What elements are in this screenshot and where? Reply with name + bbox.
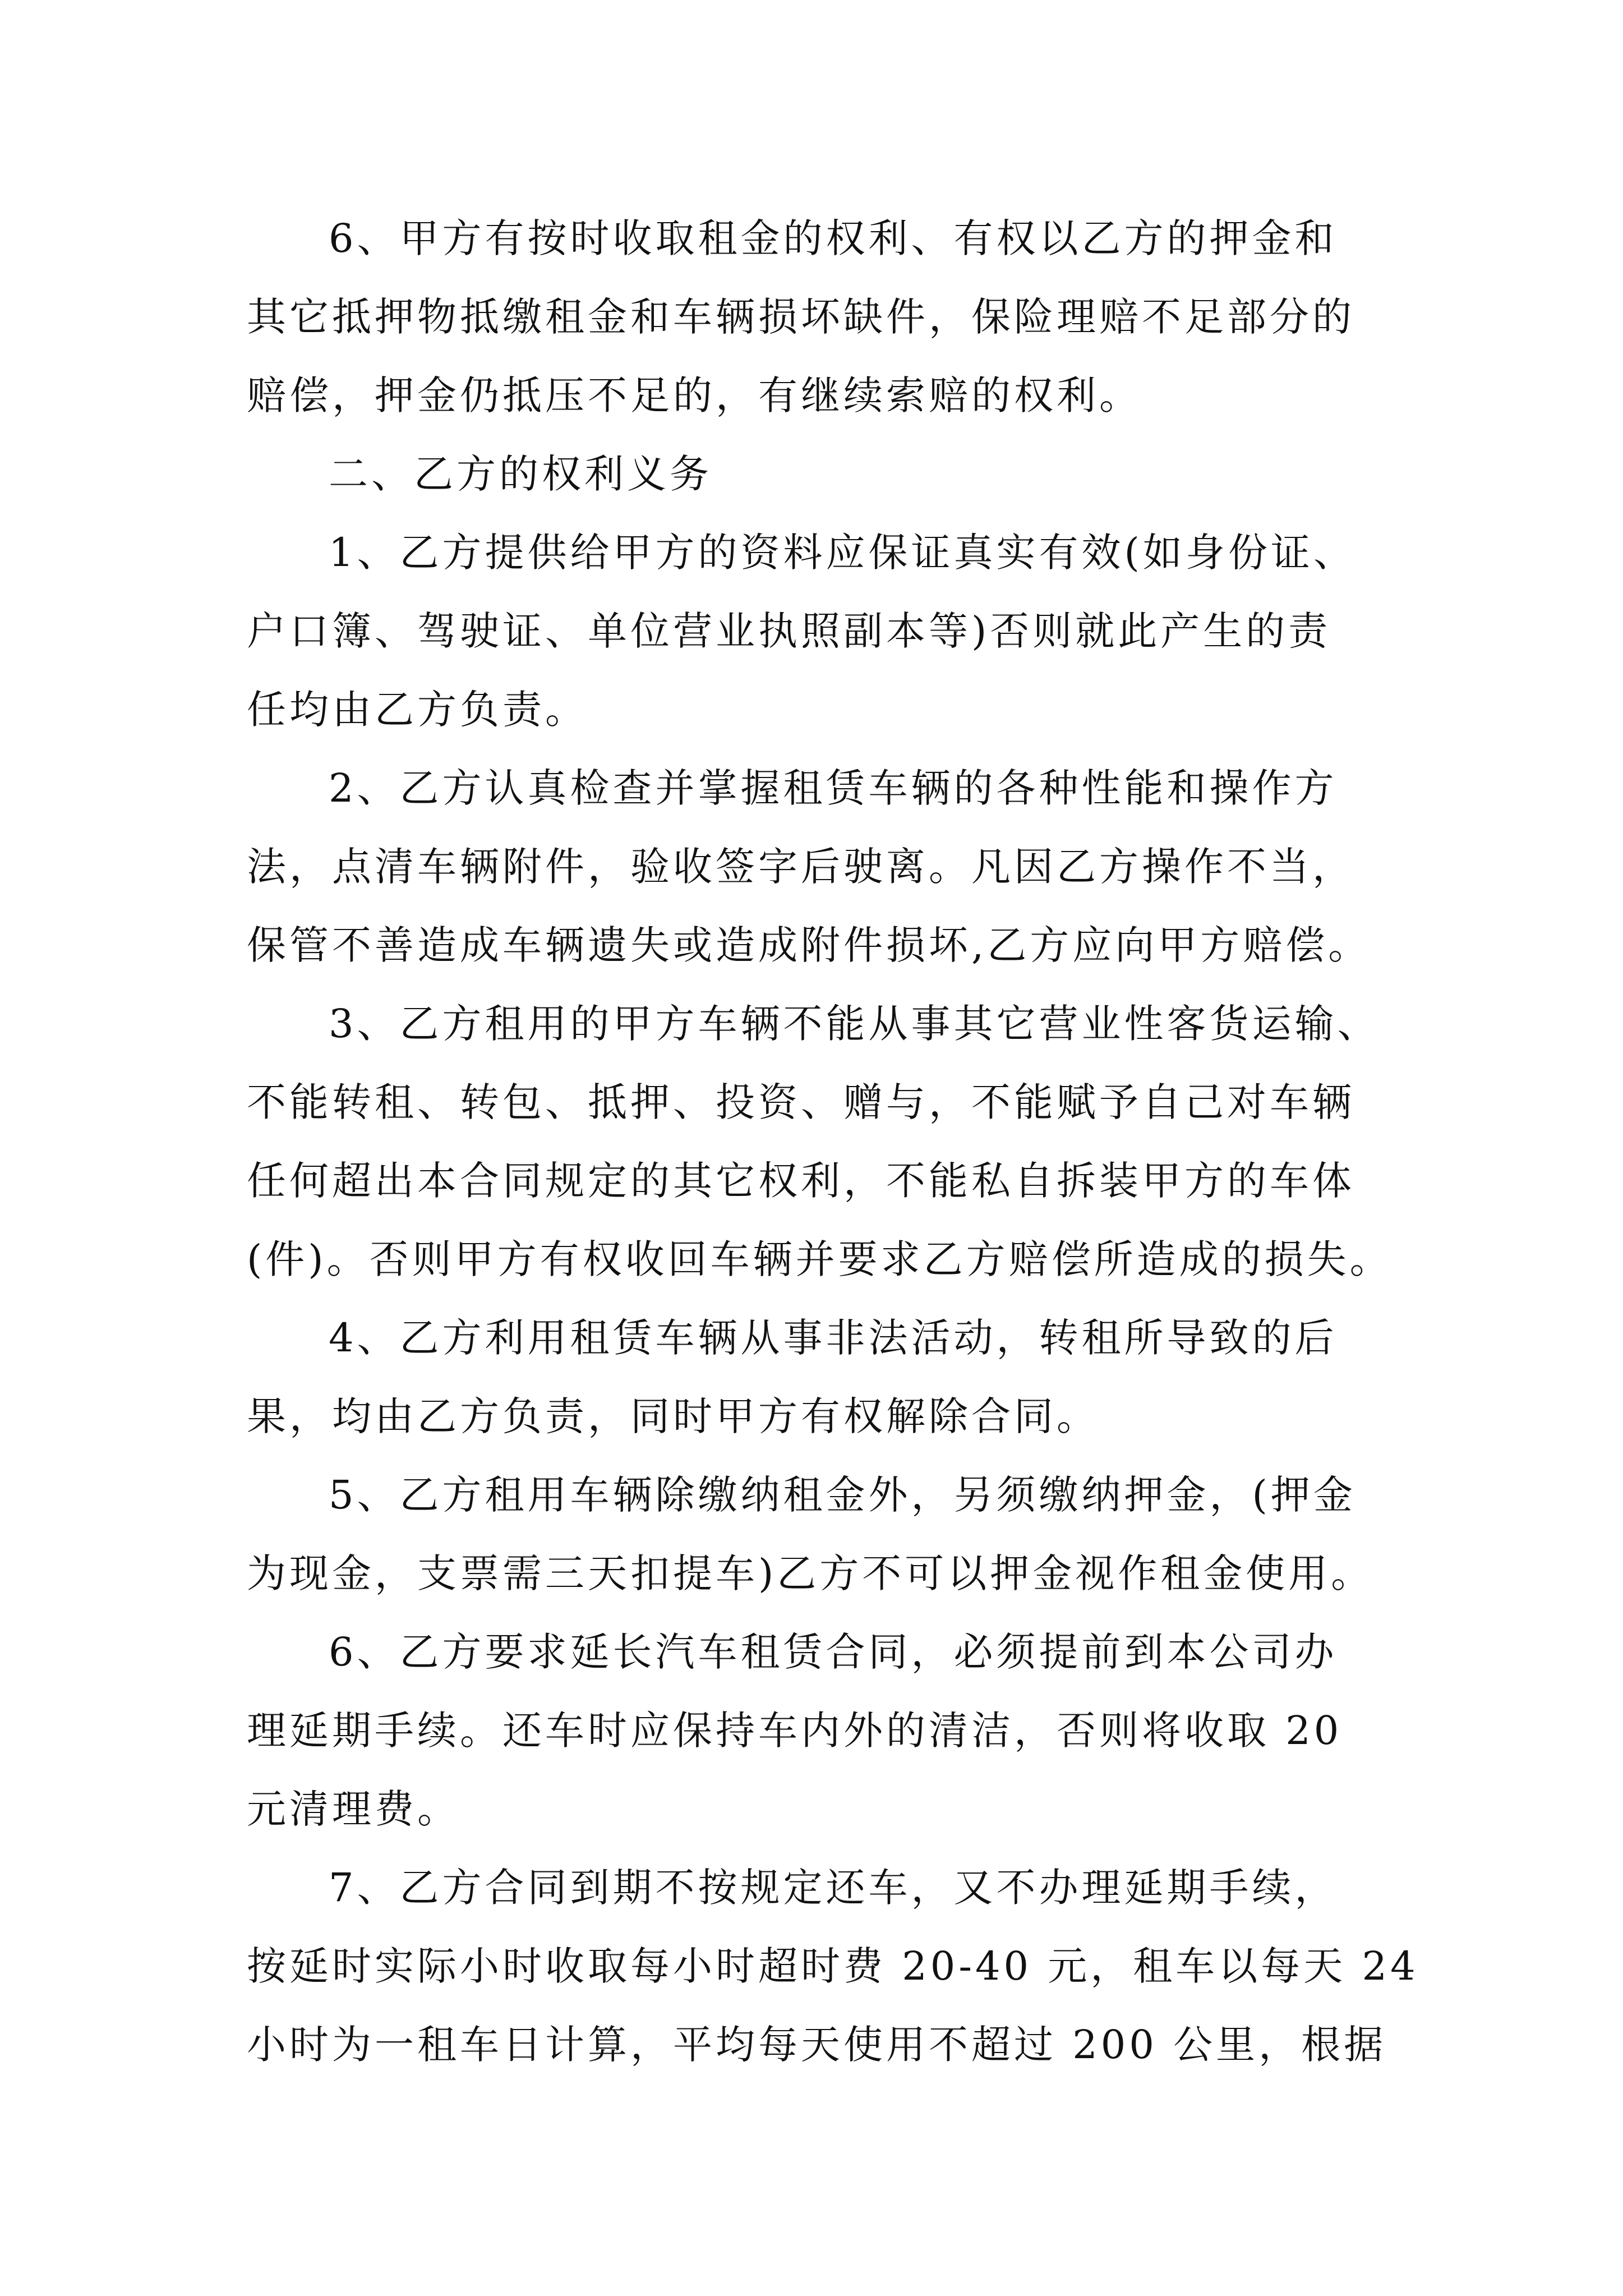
text-line: 果，均由乙方负责，同时甲方有权解除合同。 <box>247 1393 1099 1439</box>
text-line: 7、乙方合同到期不按规定还车，又不办理延期手续， <box>329 1865 1338 1911</box>
text-line: 其它抵押物抵缴租金和车辆损坏缺件，保险理赔不足部分的 <box>247 294 1355 340</box>
text-line: 2、乙方认真检查并掌握租赁车辆的各种性能和操作方 <box>329 765 1338 811</box>
section-heading: 二、乙方的权利义务 <box>329 451 712 497</box>
text-line: 小时为一租车日计算，平均每天使用不超过 200 公里，根据 <box>247 2022 1387 2068</box>
text-line: 3、乙方租用的甲方车辆不能从事其它营业性客货运输、 <box>329 1001 1380 1047</box>
text-line: 法，点清车辆附件，验收签字后驶离。凡因乙方操作不当， <box>247 844 1355 890</box>
text-line: 保管不善造成车辆遗失或造成附件损坏,乙方应向甲方赔偿。 <box>247 922 1371 968</box>
text-line: 赔偿，押金仍抵压不足的，有继续索赔的权利。 <box>247 372 1142 418</box>
text-line: 户口簿、驾驶证、单位营业执照副本等)否则就此产生的责 <box>247 608 1331 654</box>
document-body <box>247 199 1424 2084</box>
text-line: 任何超出本合同规定的其它权利，不能私自拆装甲方的车体 <box>247 1158 1355 1204</box>
text-line: 按延时实际小时收取每小时超时费 20-40 元，租车以每天 24 <box>247 1943 1419 1989</box>
text-line: 6、乙方要求延长汽车租赁合同，必须提前到本公司办 <box>329 1629 1338 1675</box>
text-line: 4、乙方利用租赁车辆从事非法活动，转租所导致的后 <box>329 1315 1338 1361</box>
text-line: 6、甲方有按时收取租金的权利、有权以乙方的押金和 <box>329 215 1338 261</box>
text-line: 任均由乙方负责。 <box>247 687 588 733</box>
text-line: 不能转租、转包、抵押、投资、赠与，不能赋予自己对车辆 <box>247 1079 1355 1125</box>
text-line: 1、乙方提供给甲方的资料应保证真实有效(如身份证、 <box>329 530 1356 576</box>
text-line: 5、乙方租用车辆除缴纳租金外，另须缴纳押金，(押金 <box>329 1472 1356 1518</box>
text-line: 元清理费。 <box>247 1786 460 1832</box>
text-line: 理延期手续。还车时应保持车内外的清洁，否则将收取 20 <box>247 1708 1343 1754</box>
text-line: 为现金，支票需三天扣提车)乙方不可以押金视作租金使用。 <box>247 1550 1374 1596</box>
text-line: (件)。否则甲方有权收回车辆并要求乙方赔偿所造成的损失。 <box>247 1236 1393 1282</box>
